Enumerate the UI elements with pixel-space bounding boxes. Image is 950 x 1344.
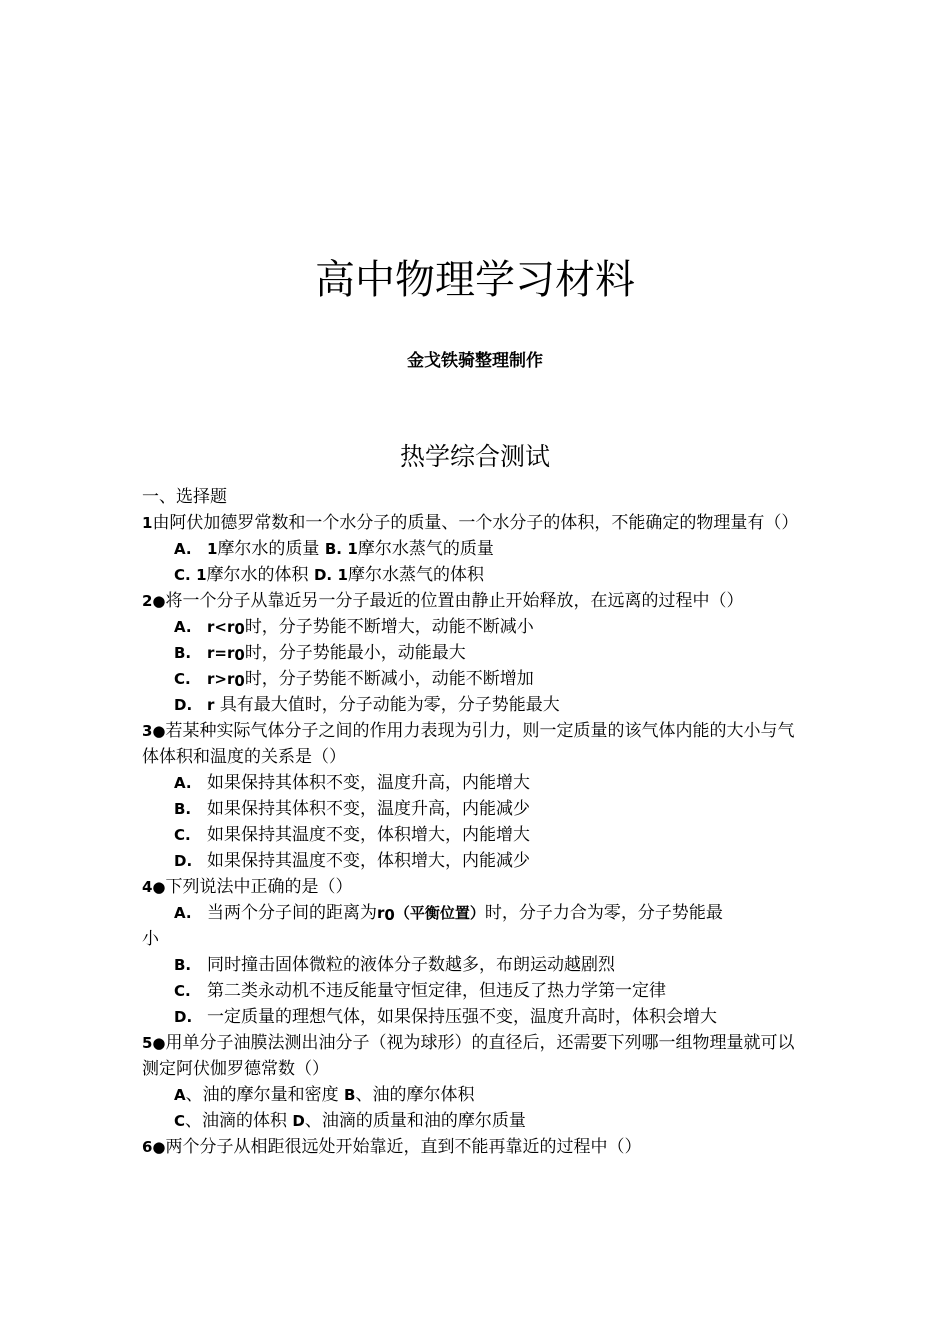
variable: r>r <box>207 670 235 688</box>
option-text: 具有最大值时，分子动能为零，分子势能最大 <box>219 695 560 715</box>
section-heading: 一、选择题 <box>142 487 227 507</box>
options-row <box>142 562 807 588</box>
option-label: B. <box>174 644 192 662</box>
option-text: 摩尔水的体积 <box>206 565 309 585</box>
variable: r=r <box>207 644 235 662</box>
option-text: 摩尔水蒸气的体积 <box>347 565 484 585</box>
document-subtitle: 金戈铁骑整理制作 <box>407 351 543 371</box>
option-text: 时，分子势能最小，动能最大 <box>244 643 466 663</box>
option-text: 当两个分子间的距离为 <box>207 903 377 923</box>
options-row <box>142 1108 807 1134</box>
option-text: 时，分子势能不断增大，动能不断减小 <box>244 617 534 637</box>
option-number: 1 <box>337 566 348 584</box>
option-paren: （平衡位置） <box>394 904 485 922</box>
option-label: B. <box>174 956 192 974</box>
question-number: 5● <box>142 1034 166 1052</box>
variable: r<r <box>207 618 235 636</box>
option-text: 摩尔水蒸气的质量 <box>357 539 494 559</box>
question-number: 2● <box>142 592 166 610</box>
option-label: B. <box>174 800 192 818</box>
option-a <box>142 770 807 796</box>
option-d <box>142 1004 807 1030</box>
option-label: A. <box>174 774 192 792</box>
option-label: A. <box>174 904 192 922</box>
option-label: B <box>344 1086 356 1104</box>
option-text: 时，分子力合为零，分子势能最 <box>484 903 723 923</box>
option-label: A. <box>174 618 192 636</box>
question-text: 将一个分子从靠近另一分子最近的位置由静止开始释放，在远离的过程中（） <box>165 591 744 611</box>
question-3 <box>142 718 807 770</box>
option-text: 同时撞击固体微粒的液体分子数越多，布朗运动越剧烈 <box>207 955 615 975</box>
question-text: 由阿伏加德罗常数和一个水分子的质量、一个水分子的体积，不能确定的物理量有（） <box>152 513 799 533</box>
option-label: D. <box>174 696 193 714</box>
question-5 <box>142 1030 807 1082</box>
option-label: A <box>174 1086 186 1104</box>
option-b <box>142 796 807 822</box>
question-text: 若某种实际气体分子之间的作用力表现为引力，则一定质量的该气体内能的大小与气体体积和温度的关系是（） <box>142 721 795 767</box>
option-text: 、油滴的质量和油的摩尔质量 <box>304 1111 526 1131</box>
question-number: 4● <box>142 878 166 896</box>
option-text: 摩尔水的质量 <box>217 539 320 559</box>
option-number: 1 <box>207 540 218 558</box>
question-text: 下列说法中正确的是（） <box>165 877 353 897</box>
option-label: D. <box>174 852 193 870</box>
option-text: 时，分子势能不断减小，动能不断增加 <box>244 669 534 689</box>
options-row <box>142 1082 807 1108</box>
option-number: 1 <box>196 566 207 584</box>
test-title: 热学综合测试 <box>399 442 550 471</box>
option-text: 如果保持其温度不变，体积增大，内能增大 <box>207 825 530 845</box>
option-a-continued: 小 <box>142 929 159 949</box>
option-text: 如果保持其温度不变，体积增大，内能减少 <box>207 851 530 871</box>
subscript: 0 <box>234 646 245 664</box>
option-a <box>142 614 807 640</box>
option-label: C. <box>174 826 191 844</box>
option-text: 、油滴的体积 <box>185 1111 288 1131</box>
option-b <box>142 952 807 978</box>
option-text: 、油的摩尔体积 <box>355 1085 475 1105</box>
option-text: 如果保持其体积不变，温度升高，内能增大 <box>207 773 530 793</box>
option-label: C <box>174 1112 186 1130</box>
option-text: 、油的摩尔量和密度 <box>185 1085 339 1105</box>
question-text: 两个分子从相距很远处开始靠近，直到不能再靠近的过程中（） <box>165 1137 642 1157</box>
option-c <box>142 822 807 848</box>
option-text: 如果保持其体积不变，温度升高，内能减少 <box>207 799 530 819</box>
option-label: A. <box>174 540 192 558</box>
question-list <box>142 484 807 1160</box>
variable: r <box>377 904 385 922</box>
subscript: 0 <box>234 672 245 690</box>
question-number: 1 <box>142 514 153 532</box>
option-c <box>142 666 807 692</box>
option-label: D. <box>174 1008 193 1026</box>
option-d <box>142 692 807 718</box>
option-d <box>142 848 807 874</box>
option-label: C. <box>174 982 191 1000</box>
options-row <box>142 536 807 562</box>
subscript: 0 <box>384 906 395 924</box>
option-text: 一定质量的理想气体，如果保持压强不变，温度升高时，体积会增大 <box>207 1007 717 1027</box>
option-label: C. <box>174 566 191 584</box>
option-label: B. <box>324 540 342 558</box>
option-b <box>142 640 807 666</box>
document-title: 高中物理学习材料 <box>315 257 635 303</box>
question-2 <box>142 588 807 614</box>
option-text: 第二类永动机不违反能量守恒定律，但违反了热力学第一定律 <box>207 981 666 1001</box>
question-6 <box>142 1134 807 1160</box>
option-label: D <box>292 1112 305 1130</box>
option-label: D. <box>313 566 333 584</box>
question-text: 用单分子油膜法测出油分子（视为球形）的直径后，还需要下列哪一组物理量就可以测定阿伏伽罗德常数（） <box>142 1033 795 1079</box>
option-number: 1 <box>347 540 358 558</box>
option-c <box>142 978 807 1004</box>
question-4 <box>142 874 807 900</box>
option-a <box>142 900 807 926</box>
variable: r <box>207 696 215 714</box>
option-label: C. <box>174 670 191 688</box>
question-number: 6● <box>142 1138 166 1156</box>
question-1 <box>142 510 807 536</box>
subscript: 0 <box>234 620 245 638</box>
question-number: 3● <box>142 722 166 740</box>
